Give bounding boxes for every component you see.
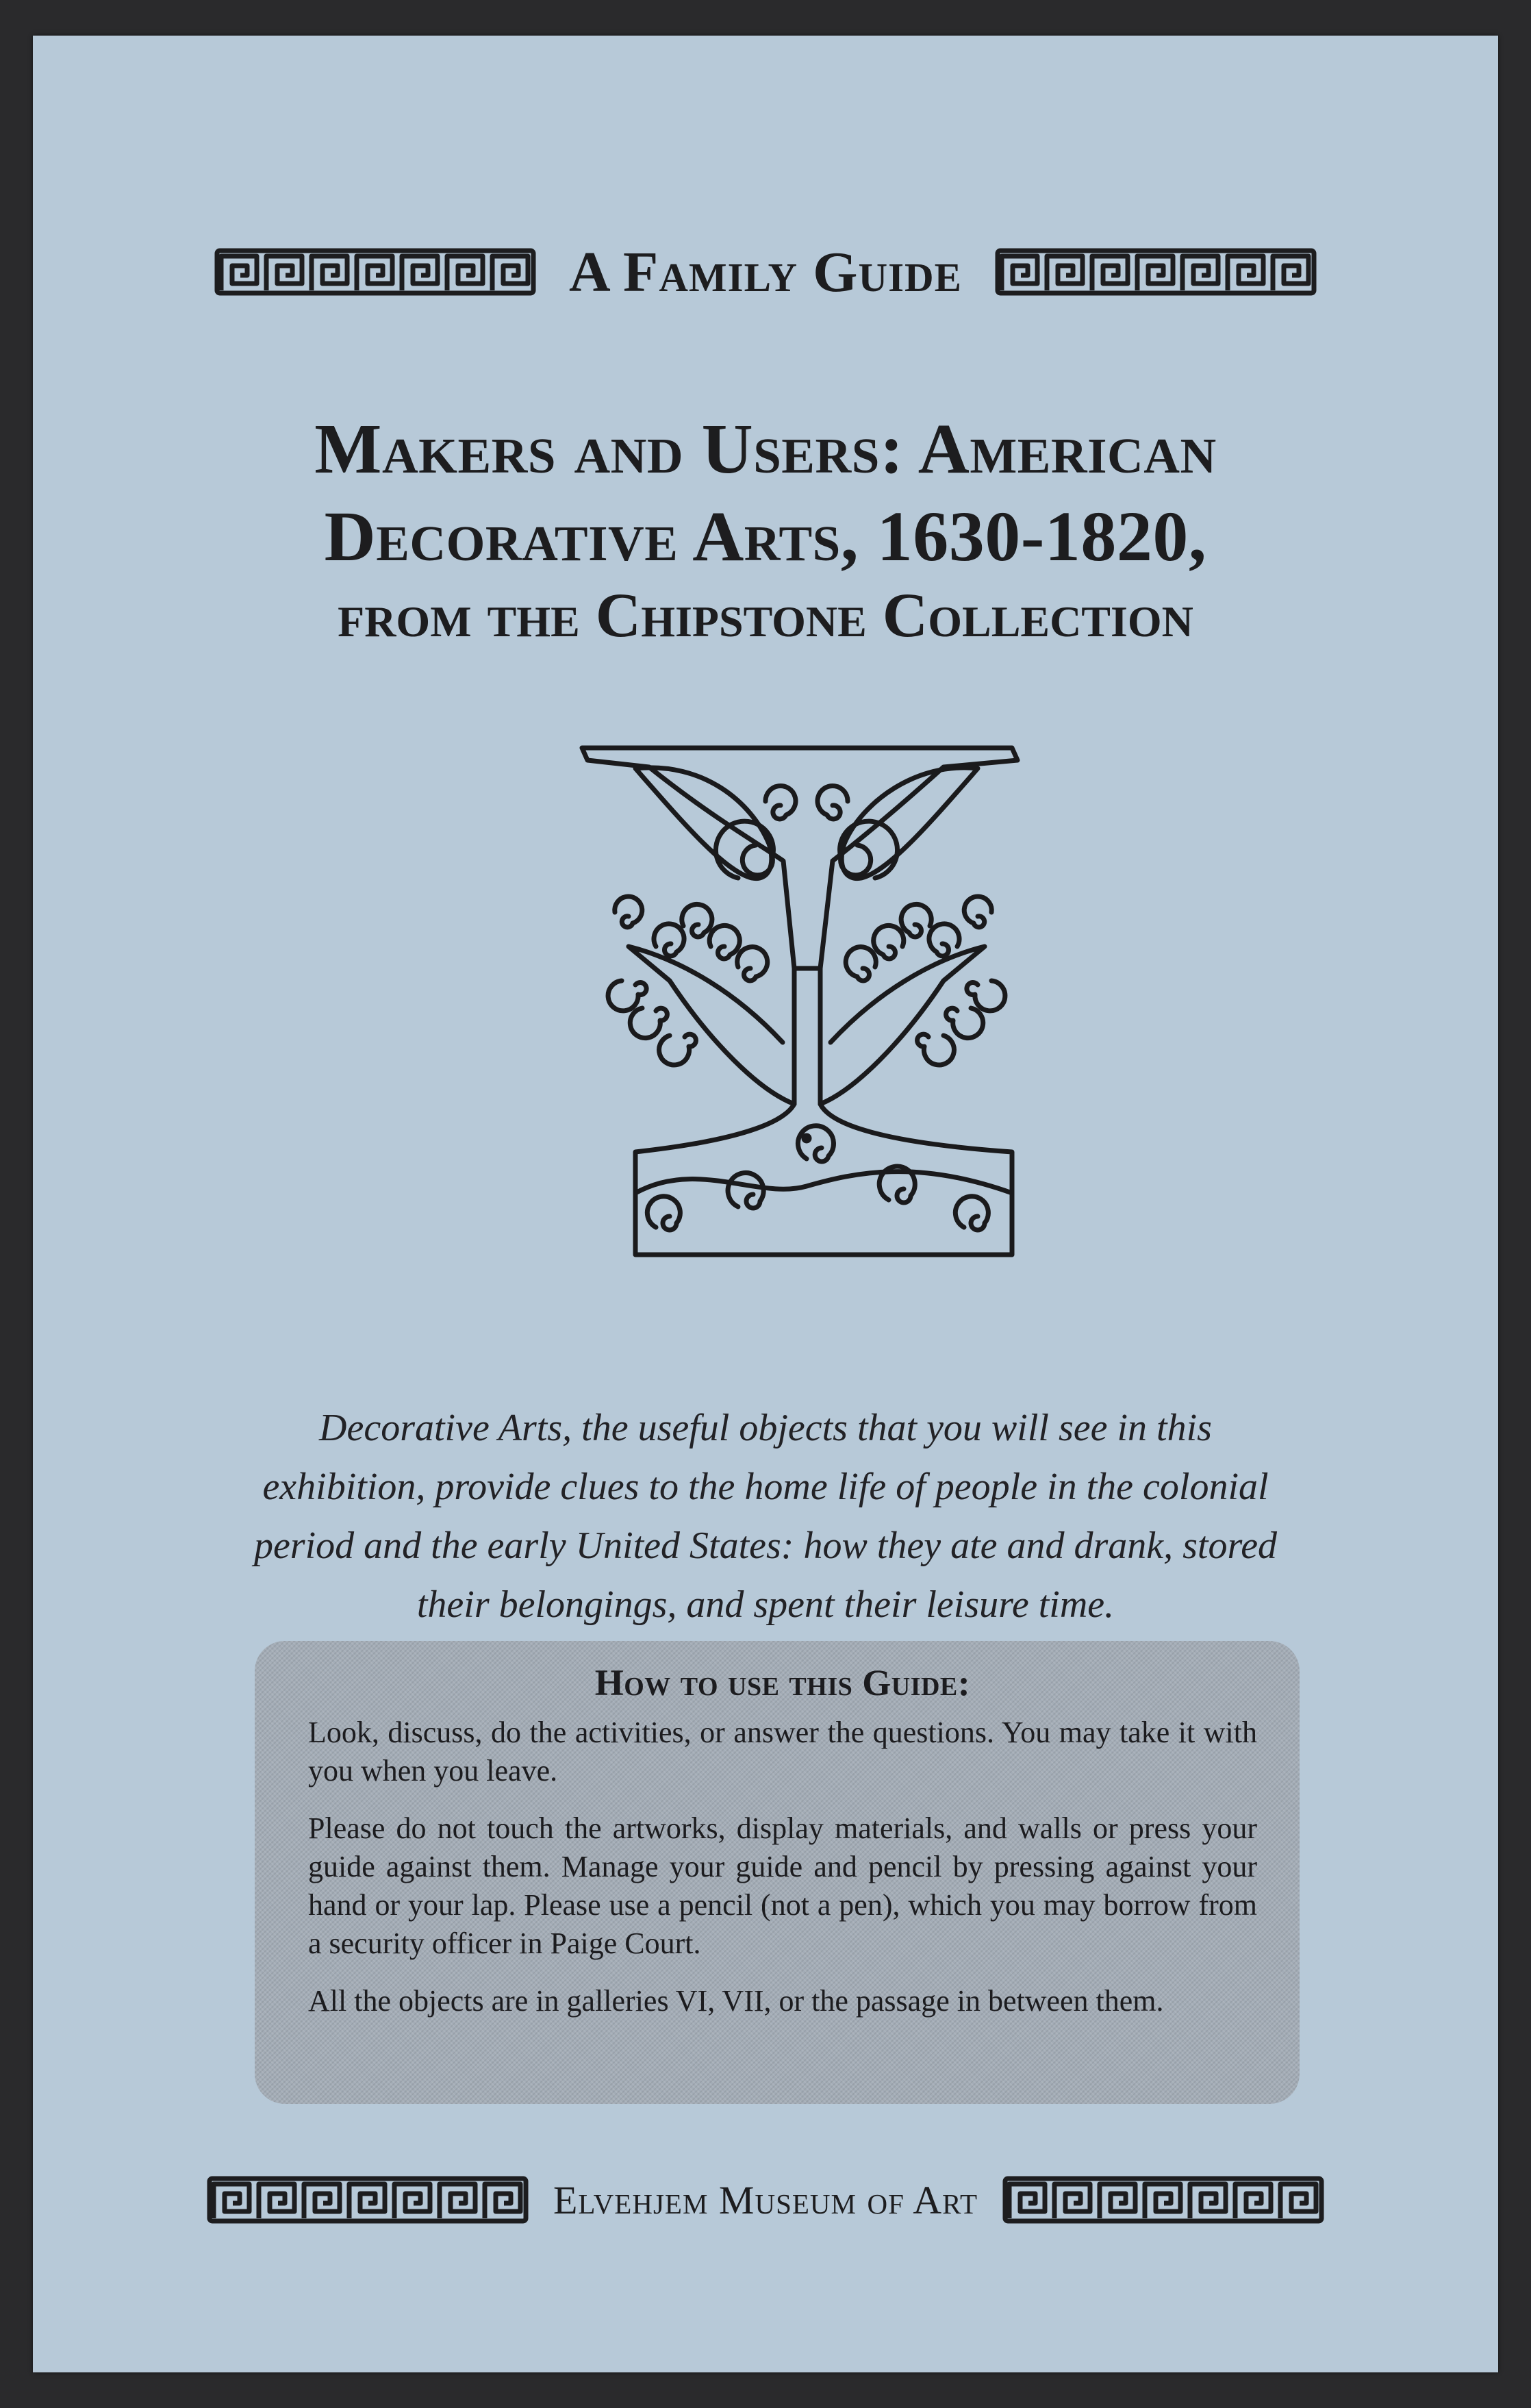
stylized-tree-of-life-icon [533, 720, 1080, 1268]
intro-paragraph: Decorative Arts, the useful objects that you will see in this exhibition, provide clues to the home life of people in the colonial period and the early United States: how they ate and drank, stored their belongings, and spent their leisure time. [253, 1407, 1278, 1626]
guide-type-title: A Family Guide [568, 240, 962, 304]
greek-key-right-icon [1002, 2176, 1324, 2224]
how-to-use-box [255, 1641, 1300, 2104]
header-band [33, 234, 1498, 310]
how-to-paragraph: All the objects are in galleries VI, VII, or the passage in between them. [308, 1984, 1164, 2018]
museum-name: Elvehjem Museum of Art [553, 2177, 978, 2222]
title-line-1: Makers and Users: American [314, 410, 1217, 488]
greek-key-left-icon [214, 248, 536, 296]
how-to-heading: How to use this Guide: [594, 1662, 971, 1703]
title-line-3: from the Chipstone Collection [338, 580, 1193, 650]
footer-band [33, 2166, 1498, 2234]
guide-page [33, 36, 1498, 2372]
how-to-paragraph: Look, discuss, do the activities, or answer the questions. You may take it with you when you leave. [308, 1716, 1257, 1788]
how-to-paragraph: Please do not touch the artworks, display materials, and walls or press your guide against them. Manage your guide and pencil by pressing against your hand or your lap. Please use a pencil (not a pen), which you may borrow from a security officer in Paige Court. [308, 1811, 1257, 1960]
greek-key-right-icon [995, 248, 1317, 296]
greek-key-left-icon [207, 2176, 529, 2224]
title-line-2: Decorative Arts, 1630-1820, [324, 497, 1207, 576]
exhibition-title [33, 405, 1498, 649]
